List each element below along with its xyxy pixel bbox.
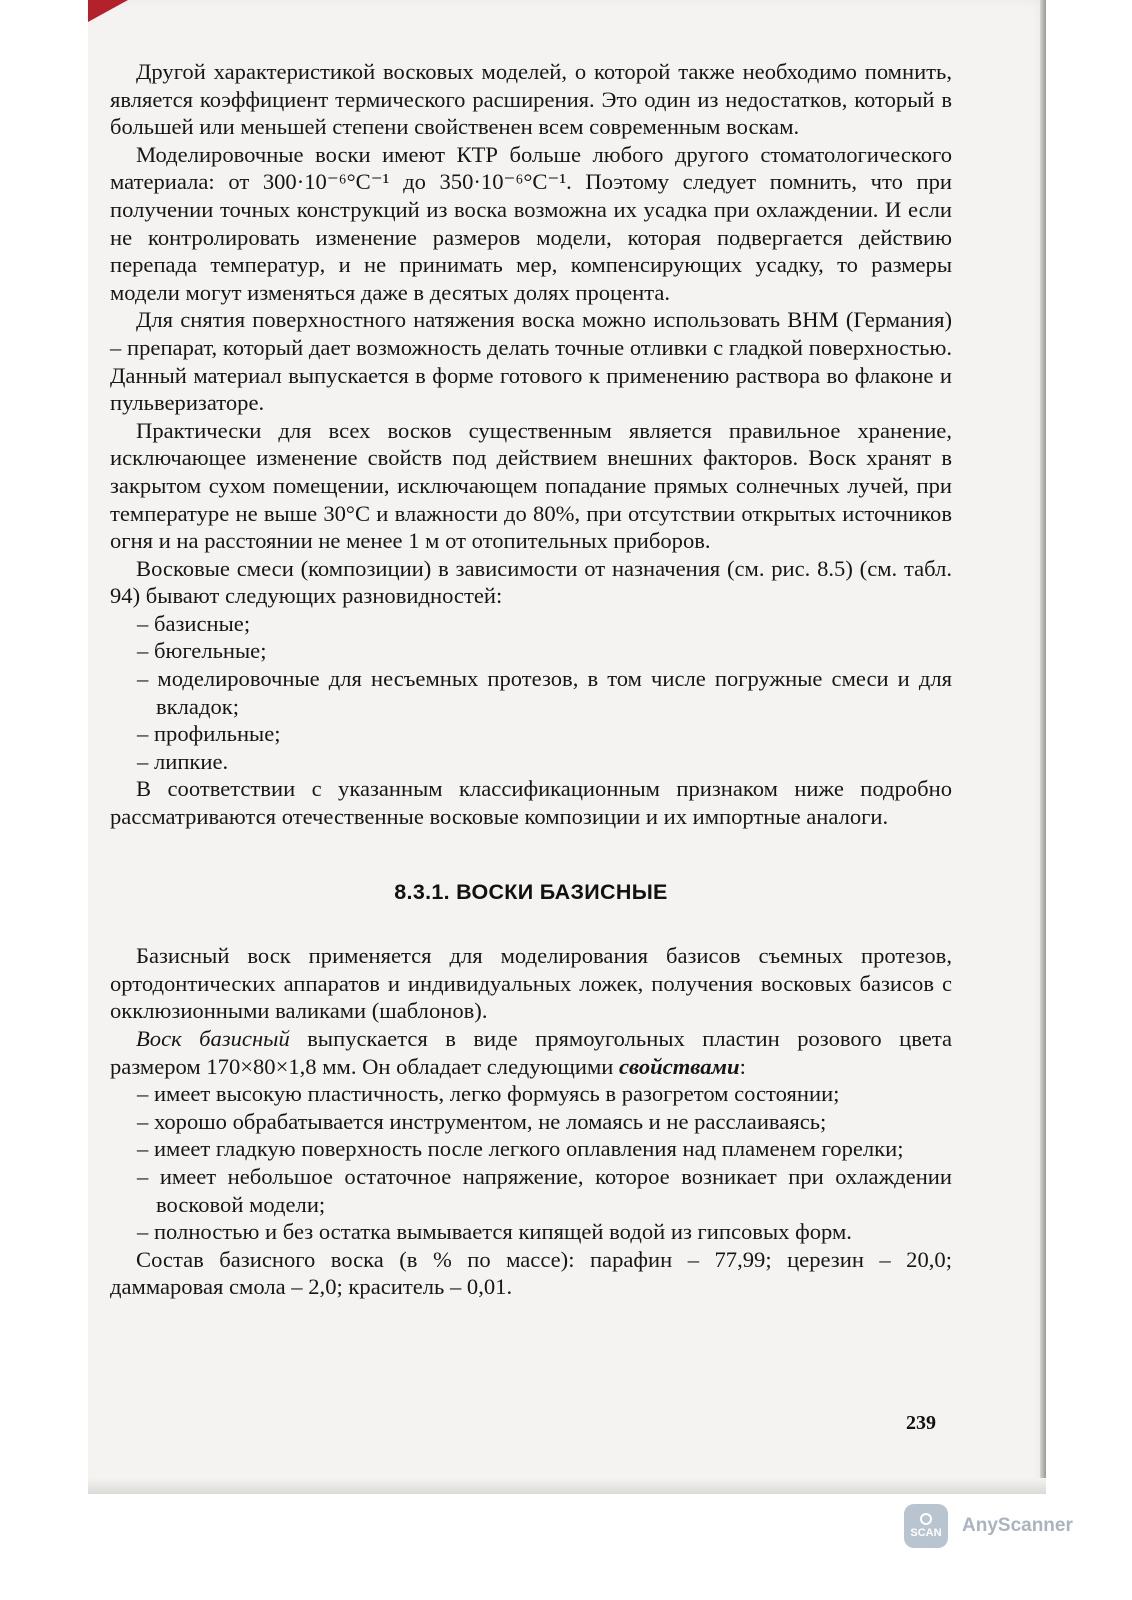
scanner-icon-label: SCAN: [910, 1527, 942, 1539]
paragraph-ktr-values: Моделировочные воски имеют КТР больше любого другого стоматологического материала: от 300·10⁻⁶°С⁻¹ до 350·10⁻⁶°С⁻¹. Поэтому следует помнить, что при получении точных конструкций из воска возможна их усадка при охлаждении. И если не контролировать изменение размеров модели, которая подвергается действию перепада температур, и не принимать мер, компенсирующих усадку, то размеры модели могут изменяться даже в десятых долях процента.: [110, 141, 952, 305]
scanner-app-icon: [904, 1504, 948, 1548]
term-base-wax: Воск базисный: [136, 1026, 290, 1051]
list-item: – полностью и без остатка вымывается кипящей водой из гипсовых форм.: [110, 1218, 952, 1246]
list-item: – профильные;: [110, 720, 952, 748]
paragraph-base-wax-form: [110, 1025, 952, 1080]
list-item: – липкие.: [110, 748, 952, 776]
scanner-app-name: AnyScanner: [962, 1515, 1073, 1536]
section-heading: 8.3.1. ВОСКИ БАЗИСНЫЕ: [394, 879, 668, 904]
list-item: – имеет небольшое остаточное напряжение, которое возникает при охлаждении восковой модели;: [110, 1163, 952, 1218]
page-bottom-edge: [88, 1478, 1046, 1494]
colon: :: [739, 1053, 746, 1079]
list-item: – моделировочные для несъемных протезов, в том числе погружные смеси и для вкладок;: [110, 665, 952, 720]
list-item: – имеет гладкую поверхность после легкого оплавления над пламенем горелки;: [110, 1135, 952, 1163]
lens-icon: [920, 1513, 932, 1525]
paragraph-storage: Практически для всех восков существенным является правильное хранение, исключающее изменение свойств под действием внешних факторов. Воск хранят в закрытом сухом помещении, исключающем попадание прямых солнечных лучей, при температуре не выше 30°С и влажности до 80%, при отсутствии открытых источников огня и на расстоянии не менее 1 м от отопительных приборов.: [110, 417, 952, 554]
paragraph-wax-mixtures: Восковые смеси (композиции) в зависимости от назначения (см. рис. 8.5) (см. табл. 94) бывают следующих разновидностей:: [110, 555, 952, 609]
page-edge: [1040, 0, 1046, 1493]
page-text: [110, 58, 952, 1301]
paragraph-composition: Состав базисного воска (в % по массе): парафин – 77,99; церезин – 20,0; даммаровая смола – 2,0; краситель – 0,01.: [110, 1246, 952, 1300]
list-item: – хорошо обрабатывается инструментом, не ломаясь и не расслаиваясь;: [110, 1108, 952, 1136]
paragraph-ktr-intro: Другой характеристикой восковых моделей, о которой также необходимо помнить, является коэффициент термического расширения. Это один из недостатков, который в большей или меньшей степени свойственен всем современным воскам.: [110, 59, 952, 140]
corner-bookmark: [88, 0, 128, 22]
paragraph-classification: В соответствии с указанным классификационным признаком ниже подробно рассматриваются отечественные восковые композиции и их импортные аналоги.: [110, 776, 952, 830]
base-wax-form-text: выпускается в виде прямоугольных пластин розового цвета размером 170×80×1,8 мм. Он обладает следующими: [110, 1026, 953, 1079]
page-number: 239: [906, 1412, 936, 1434]
paragraph-base-wax-use: Базисный воск применяется для моделирования базисов съемных протезов, ортодонтических аппаратов и индивидуальных ложек, получения восковых базисов с окклюзионными валиками (шаблонов).: [110, 943, 952, 1024]
paragraph-vnm: Для снятия поверхностного натяжения воска можно использовать ВНМ (Германия) – препарат, который дает возможность делать точные отливки с гладкой поверхностью. Данный материал выпускается в форме готового к применению раствора во флаконе и пульверизаторе.: [110, 307, 952, 416]
list-item: – бюгельные;: [110, 637, 952, 665]
list-item: – базисные;: [110, 610, 952, 638]
term-properties: свойствами: [619, 1053, 740, 1079]
list-item: – имеет высокую пластичность, легко формуясь в разогретом состоянии;: [110, 1080, 952, 1108]
scanner-watermark: [904, 1502, 1073, 1550]
